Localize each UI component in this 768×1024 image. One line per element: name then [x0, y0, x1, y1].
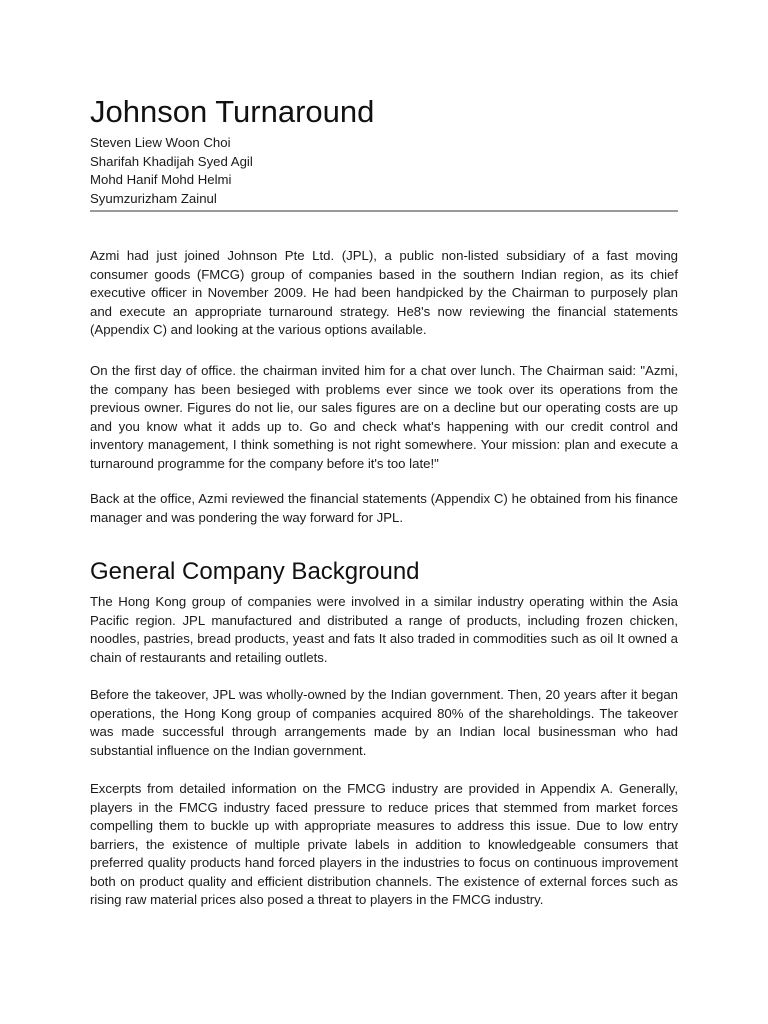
author-name: Mohd Hanif Mohd Helmi	[90, 172, 232, 187]
intro-paragraph: On the first day of office. the chairman invited him for a chat over lunch. The Chairman said: "Azmi, the company has been besieged with problems ever since we took over its operations from the previous owner. Figures do not lie, our sales figures are on a decline but our operating costs are up and you know what it adds up to. Go and check what's happening with our credit control and inventory management, I think something is not right somewhere. Your mission: plan and execute a turnaround programme for the company before it's too late!"	[90, 363, 678, 471]
author-list	[90, 134, 678, 208]
section-heading: General Company Background	[90, 558, 420, 585]
intro-paragraph: Back at the office, Azmi reviewed the financial statements (Appendix C) he obtained from his finance manager and was pondering the way forward for JPL.	[90, 491, 678, 525]
background-paragraph: Excerpts from detailed information on the FMCG industry are provided in Appendix A. Generally, players in the FMCG industry faced pressure to reduce prices that stemmed from market forces compelling them to buckle up with appropriate measures to address this issue. Due to low entry barriers, the existence of multiple private labels in addition to knowledgeable consumers that preferred quality products hand forced players in the industries to focus on continuous improvement both on product quality and efficient distribution channels. The existence of external forces such as rising raw material prices also posed a threat to players in the FMCG industry.	[90, 781, 678, 907]
author-name: Sharifah Khadijah Syed Agil	[90, 153, 253, 169]
background-paragraph: Before the takeover, JPL was wholly-owned by the Indian government. Then, 20 years after it began operations, the Hong Kong group of companies acquired 80% of the shareholdings. The takeover was made successful through arrangements made by an Indian local businessman who had substantial influence on the Indian government.	[90, 687, 678, 758]
background-paragraph: The Hong Kong group of companies were involved in a similar industry operating within the Asia Pacific region. JPL manufactured and distributed a range of products, including frozen chicken, noodles, pastries, bread products, yeast and fats It also traded in commodities such as oil It owned a chain of restaurants and retailing outlets.	[90, 594, 678, 665]
intro-paragraph: Azmi had just joined Johnson Pte Ltd. (JPL), a public non-listed subsidiary of a fast moving consumer goods (FMCG) group of companies based in the southern Indian region, as its chief executive officer in November 2009. He had been handpicked by the Chairman to purposely plan and execute an appropriate turnaround strategy. He8's now reviewing the financial statements (Appendix C) and looking at the various options available.	[90, 248, 678, 337]
title-divider	[90, 210, 678, 212]
author-name: Syumzurizham Zainul	[90, 190, 217, 206]
author-name: Steven Liew Woon Choi	[90, 135, 231, 150]
document-title: Johnson Turnaround	[90, 94, 375, 129]
